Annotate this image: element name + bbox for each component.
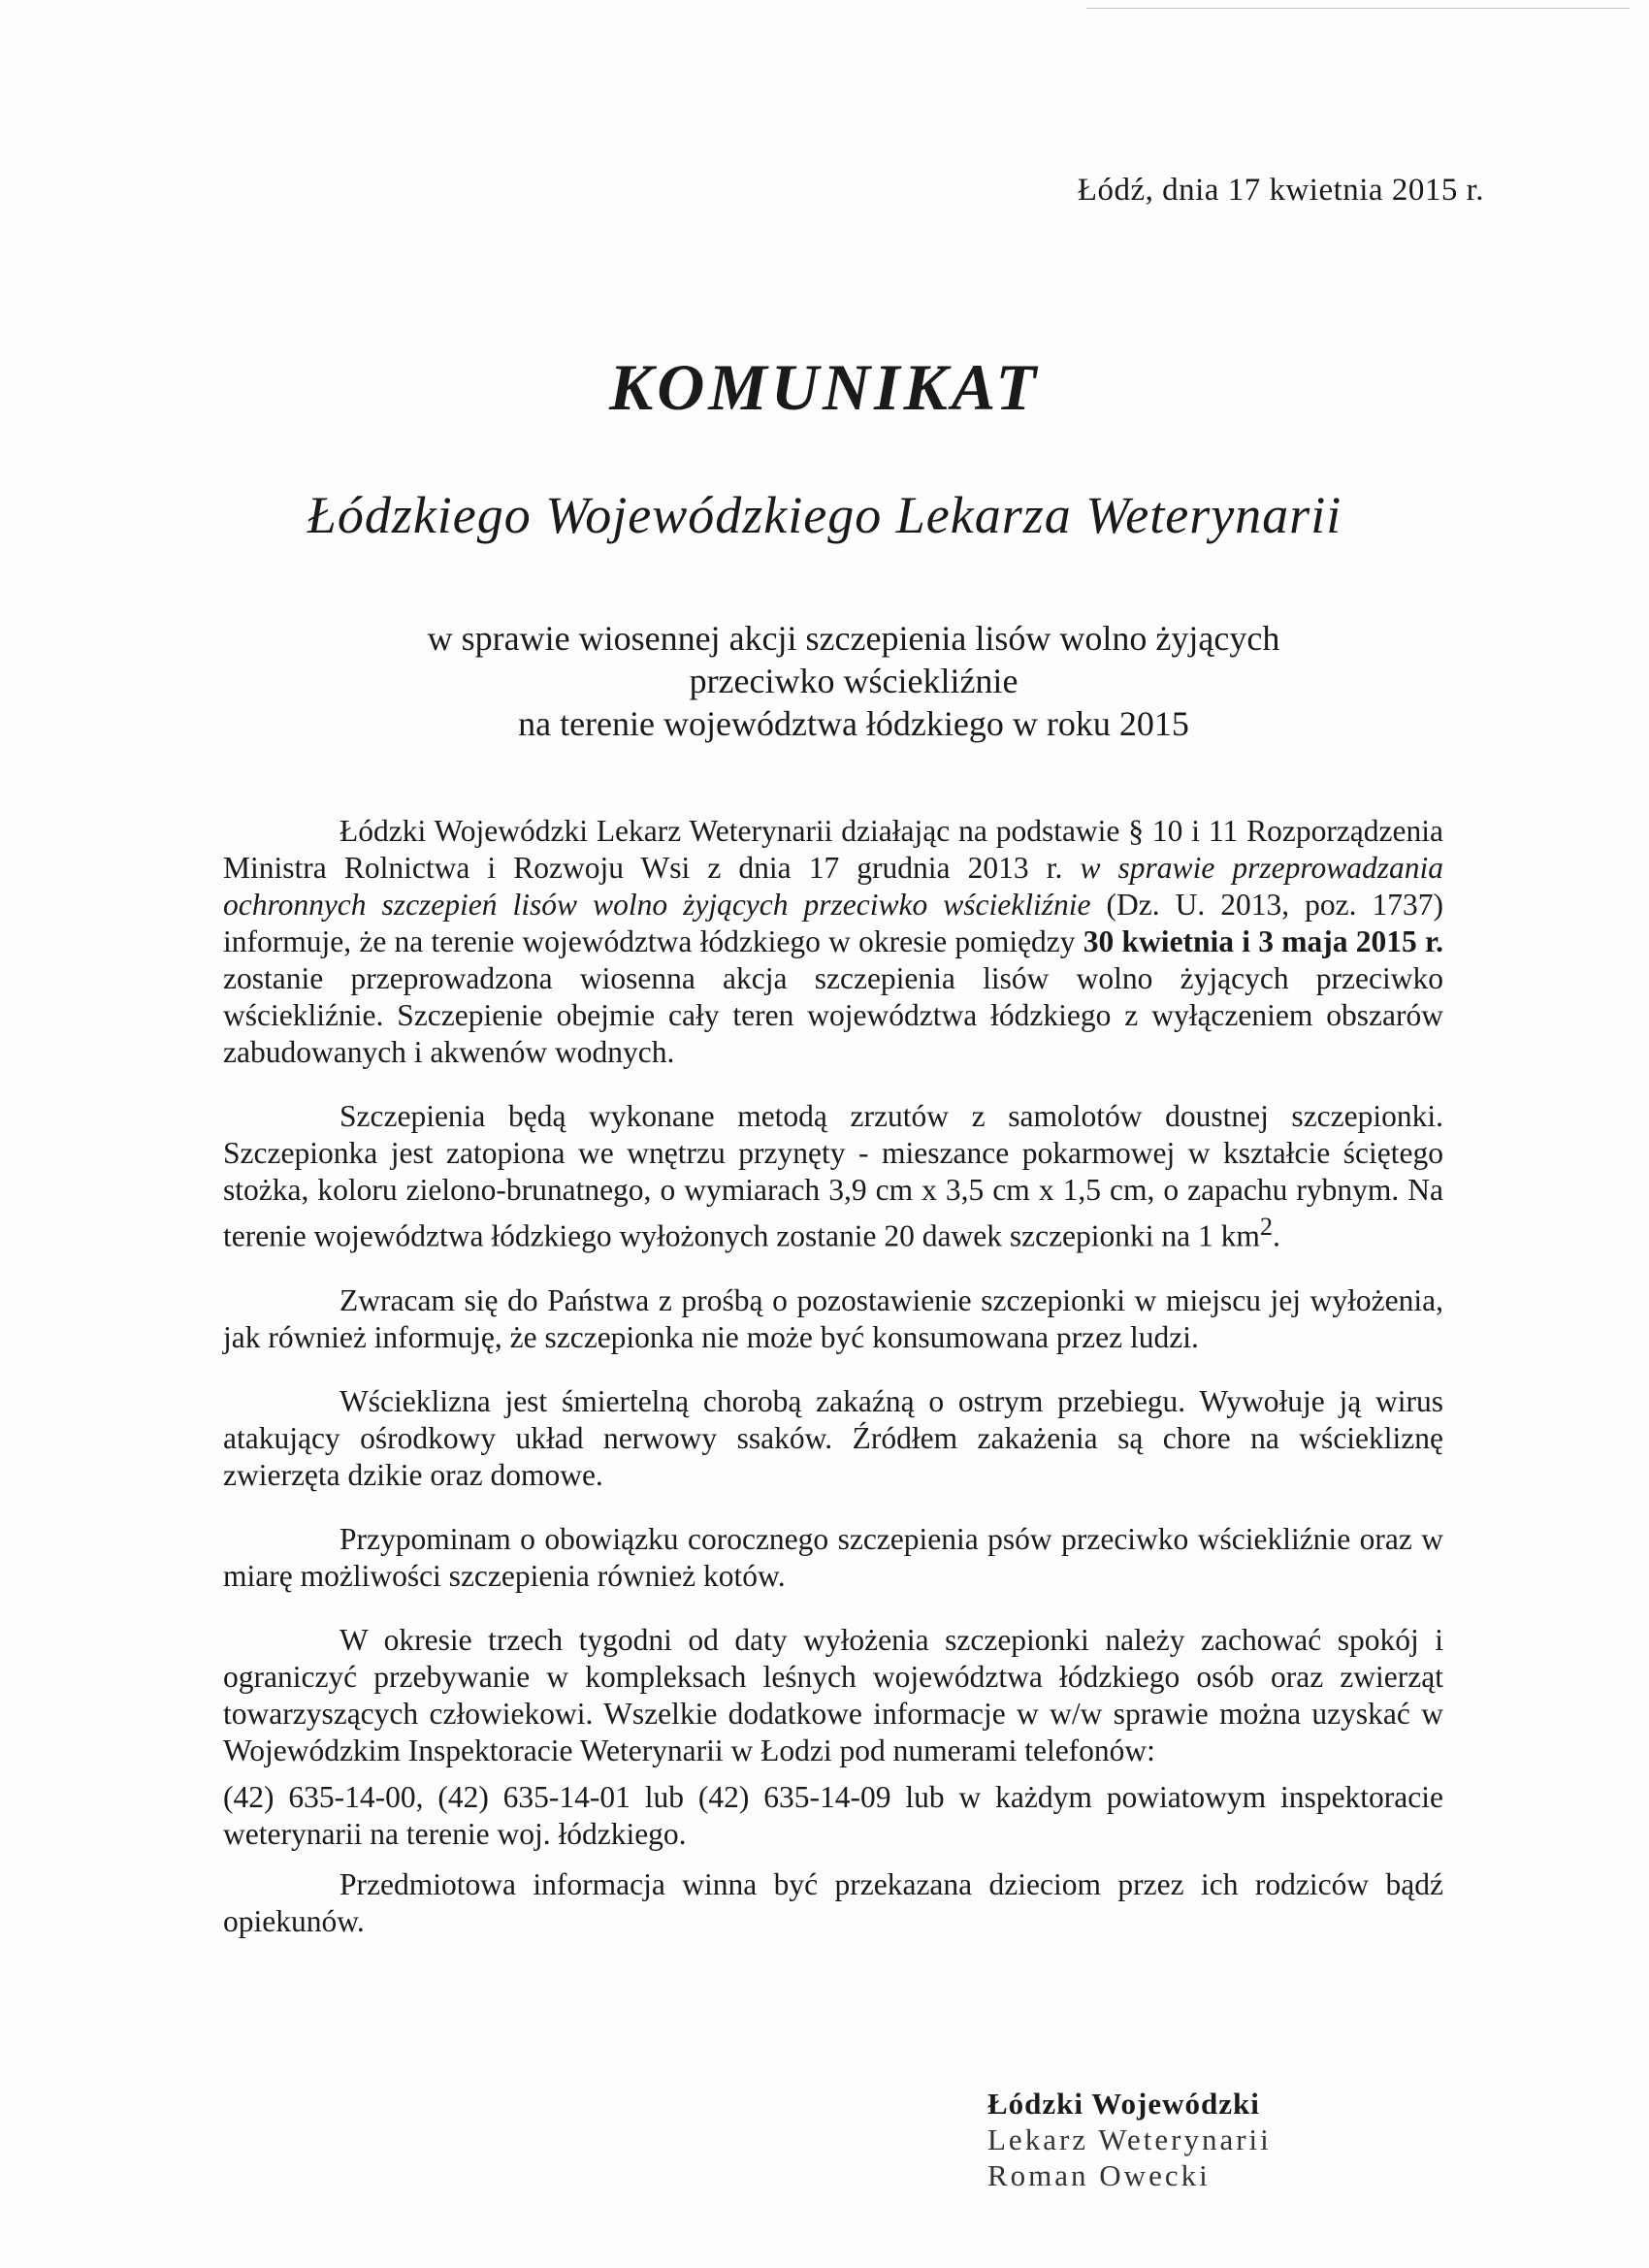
subject-line-2: przeciwko wściekliźnie <box>689 662 1018 700</box>
paragraph-text: (Dz. U. 2013, poz. 1737) informuje, że na terenie województwa łódzkiego w okresie pomiędzy <box>223 888 1443 958</box>
signature-name: Roman Owecki <box>987 2158 1211 2192</box>
paragraph-text: Szczepienia będą wykonane metodą zrzutów z samolotów doustnej szczepionki. Szczepionka jest zatopiona we wnętrzu przynęty - mieszance pokarmowej w kształcie ściętego stożka, koloru zielono-brunatnego, o wymiarach 3,9 cm x 3,5 cm x 1,5 cm, o zapachu rybnym. Na terenie województwa łódzkiego wyłożonych zostanie 20 dawek szczepionki na 1 km <box>223 1099 1443 1253</box>
document-body <box>223 813 1443 1967</box>
paragraph-vaccine-description <box>223 1098 1443 1255</box>
scan-edge-line <box>1086 8 1630 9</box>
signature-line-1: Łódzki Wojewódzki <box>987 2087 1260 2121</box>
paragraph-reminder: Przypominam o obowiązku corocznego szczepienia psów przeciwko wściekliźnie oraz w miarę możliwości szczepienia również kotów. <box>223 1521 1443 1593</box>
paragraph-parents-info: Przedmiotowa informacja winna być przekazana dzieciom przez ich rodziców bądź opiekunów. <box>223 1866 1443 1938</box>
paragraph-phone-numbers: (42) 635-14-00, (42) 635-14-01 lub (42) 635-14-09 lub w każdym powiatowym inspektoracie weterynarii na terenie woj. łódzkiego. <box>223 1779 1443 1851</box>
document-date: Łódź, dnia 17 kwietnia 2015 r. <box>1077 173 1484 208</box>
campaign-dates: 30 kwietnia i 3 maja 2015 r. <box>1083 924 1443 958</box>
paragraph-text: . <box>1273 1218 1280 1253</box>
paragraph-text: zostanie przeprowadzona wiosenna akcja szczepienia lisów wolno żyjących przeciwko wściekliźnie. Szczepienie obejmie cały teren województwa łódzkiego z wyłączeniem obszarów zabudowanych i akwenów wodnych. <box>223 961 1443 1069</box>
paragraph-request: Zwracam się do Państwa z prośbą o pozostawienie szczepionki w miejscu jej wyłożenia, jak również informuję, że szczepionka nie może być konsumowana przez ludzi. <box>223 1282 1443 1354</box>
document-title: KOMUNIKAT <box>608 350 1041 424</box>
signature-line-2: Lekarz Weterynarii <box>987 2122 1272 2156</box>
subject-line-1: w sprawie wiosennej akcji szczepienia lisów wolno żyjących <box>427 619 1280 658</box>
paragraph-legal-basis <box>223 813 1443 1071</box>
paragraph-rabies-info: Wścieklizna jest śmiertelną chorobą zakaźną o ostrym przebiegu. Wywołuje ją wirus atakujący ośrodkowy układ nerwowy ssaków. Źródłem zakażenia są chore na wściekliznę zwierzęta dzikie oraz domowe. <box>223 1383 1443 1492</box>
signature-block <box>987 2086 1375 2193</box>
regulation-title: w sprawie przeprowadzania ochronnych szczepień lisów wolno żyjących przeciwko wściekliźnie <box>223 851 1443 922</box>
paragraph-precautions: W okresie trzech tygodni od daty wyłożenia szczepionki należy zachować spokój i ograniczyć przebywanie w kompleksach leśnych województwa łódzkiego osób oraz zwierząt towarzyszących człowiekowi. Wszelkie dodatkowe informacje w w/w sprawie można uzyskać w Wojewódzkim Inspektoracie Weterynarii w Łodzi pod numerami telefonów: <box>223 1622 1443 1767</box>
paragraph-text: Łódzki Wojewódzki Lekarz Weterynarii działając na podstawie § 10 i 11 Rozporządzenia Ministra Rolnictwa i Rozwoju Wsi z dnia 17 grudnia 2013 r. <box>223 814 1443 885</box>
subject-line-3: na terenie województwa łódzkiego w roku 2015 <box>518 704 1189 743</box>
document-issuer: Łódzkiego Wojewódzkiego Lekarza Weterynarii <box>307 486 1342 544</box>
document-subject <box>369 617 1339 745</box>
superscript: 2 <box>1259 1213 1274 1241</box>
